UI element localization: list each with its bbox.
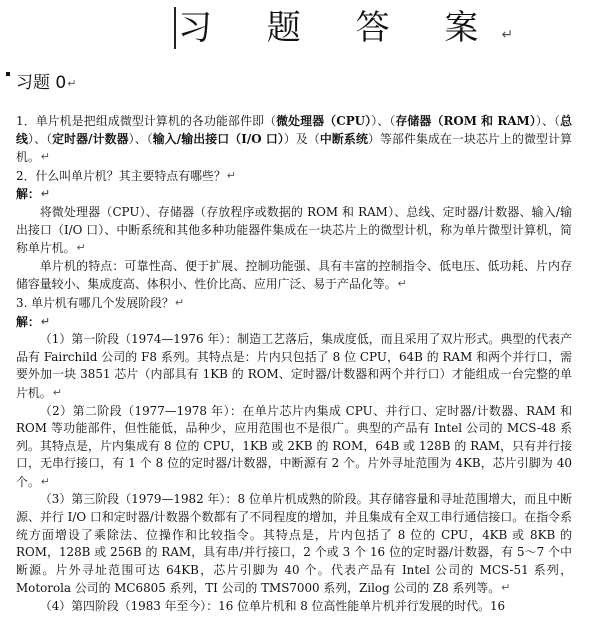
paragraph-mark-icon: ↵ bbox=[40, 474, 51, 488]
question-3 bbox=[16, 294, 572, 313]
question-1 bbox=[16, 113, 572, 167]
paragraph-mark-icon: ↵ bbox=[40, 187, 51, 201]
text-cursor bbox=[174, 7, 176, 49]
answer-label-text: 解： bbox=[16, 314, 40, 329]
q1-separator: ）、（ bbox=[535, 114, 561, 128]
bullet-icon bbox=[6, 72, 10, 76]
answer-label-text: 解： bbox=[16, 187, 40, 202]
paragraph-mark-icon: ↵ bbox=[174, 295, 185, 309]
a3-p4-text: （4）第四阶段（1983 年至今）：16 位单片机和 8 位高性能单片机并行发展的时代。16 bbox=[39, 599, 506, 614]
paragraph-mark-icon: ↵ bbox=[67, 77, 77, 90]
document-title bbox=[178, 6, 514, 57]
a2-p1-text: 将微处理器（CPU）、存储器（存放程序或数据的 ROM 和 RAM）、总线、定时器/计数器、输入/输出接口（I/O 口）、中断系统和其他多种功能器件集成在一块芯片上的微型计机，称为单片微型计算机，简称单片机。 bbox=[16, 204, 572, 256]
q1-separator: ）及（ bbox=[283, 131, 320, 146]
section-heading-text: 习题 0 bbox=[16, 73, 67, 93]
title-text: 习 题 答 案 bbox=[178, 8, 501, 48]
q1-answer-bus: 总线 bbox=[16, 114, 572, 146]
q1-text-end: ）等部件集成在一块芯片上的微型计算机。 bbox=[16, 131, 572, 165]
paragraph-mark-icon: ↵ bbox=[501, 27, 514, 43]
answer-3-paragraph-1 bbox=[16, 331, 572, 402]
answer-label bbox=[16, 185, 572, 204]
paragraph-mark-icon: ↵ bbox=[226, 168, 236, 182]
q1-separator: ）、（ bbox=[128, 131, 153, 146]
paragraph-mark-icon: ↵ bbox=[40, 314, 51, 328]
q1-answer-io: 输入/输出接口（I/O 口） bbox=[152, 131, 284, 146]
q1-text: 1．单片机是把组成微型计算机的各功能部件即（ bbox=[16, 114, 277, 128]
q2-text: 2．什么叫单片机？其主要特点有哪些？ bbox=[16, 168, 226, 183]
q1-answer-memory: 存储器（ROM 和 RAM） bbox=[395, 114, 536, 128]
document-body bbox=[16, 113, 572, 616]
paragraph-mark-icon: ↵ bbox=[501, 581, 511, 595]
q3-text: 3. 单片机有哪几个发展阶段？ bbox=[16, 295, 174, 310]
a3-p2-text: （2）第二阶段（1977—1978 年）：在单片芯片内集成 CPU、并行口、定时器/计数器、RAM 和 ROM 等功能部件，但性能低，品种少，应用范围也不是很广。典型的产品有 Intel 公司的 MCS-48 系列。其特点是，片内集成有 8 位的 CPU，1KB 或 2KB 的 ROM，64B 或 128B 的 RAM，只有并行接口，无串行接口，有 1 个 8 位的定时器/计数器，中断源有 2 个。片外寻址范围为 4KB，芯片引脚为 40 个。 bbox=[16, 403, 572, 489]
answer-2-paragraph-2 bbox=[16, 258, 572, 294]
q1-answer-interrupt: 中断系统 bbox=[319, 131, 368, 146]
answer-3-paragraph-2 bbox=[16, 403, 572, 492]
a2-p2-text: 单片机的特点：可靠性高、便于扩展、控制功能强、具有丰富的控制指令、低电压、低功耗、片内存储容量较小、集成度高、体积小、性价比高、应用广泛、易于产品化等。 bbox=[16, 258, 572, 292]
q1-separator: ）、（ bbox=[371, 114, 396, 128]
question-2 bbox=[16, 167, 572, 186]
q1-separator: ）、（ bbox=[28, 131, 53, 146]
paragraph-mark-icon: ↵ bbox=[76, 241, 86, 255]
paragraph-mark-icon: ↵ bbox=[52, 385, 62, 399]
a3-p3-text: （3）第三阶段（1979—1982 年）：8 位单片机成熟的阶段。其存储容量和寻址范围增大，而且中断源、并行 I/O 口和定时器/计数器个数都有了不同程度的增加，并且集成有全双工串行通信接口。在指令系统方面增设了乘除法、位操作和比较指令。其特点是，片内包括了 8 位的 CPU，4KB 或 8KB 的 ROM，128B 或 256B 的 RAM，具有串/并行接口，2 个或 3 个 16 位的定时器/计数器，有 5～7 个中断源。片外寻址范围可达 64KB，芯片引脚为 40 个。代表产品有 Intel 公司的 MCS-51 系列，Motorola 公司的 MC6805 系列，TI 公司的 TMS7000 系列，Zilog 公司的 Z8 系列等。 bbox=[16, 492, 572, 596]
answer-3-paragraph-4 bbox=[16, 598, 572, 616]
q1-answer-timer: 定时器/计数器 bbox=[52, 131, 129, 146]
answer-label bbox=[16, 313, 572, 332]
paragraph-mark-icon: ↵ bbox=[40, 150, 51, 164]
q1-answer-cpu: 微处理器（CPU） bbox=[276, 114, 372, 128]
a3-p1-text: （1）第一阶段（1974—1976 年）：制造工艺落后，集成度低，而且采用了双片形式。典型的代表产品有 Fairchild 公司的 F8 系列。其特点是：片内只包括了 8 位 CPU，64B 的 RAM 和两个并行口，需要外加一块 3851 芯片（内部具有 1KB 的 ROM、定时器/计数器和两个并行口）才能组成一台完整的单片机。 bbox=[16, 332, 572, 400]
answer-3-paragraph-3 bbox=[16, 491, 572, 598]
section-heading bbox=[6, 70, 76, 97]
paragraph-mark-icon: ↵ bbox=[397, 277, 407, 291]
answer-2-paragraph-1 bbox=[16, 204, 572, 258]
